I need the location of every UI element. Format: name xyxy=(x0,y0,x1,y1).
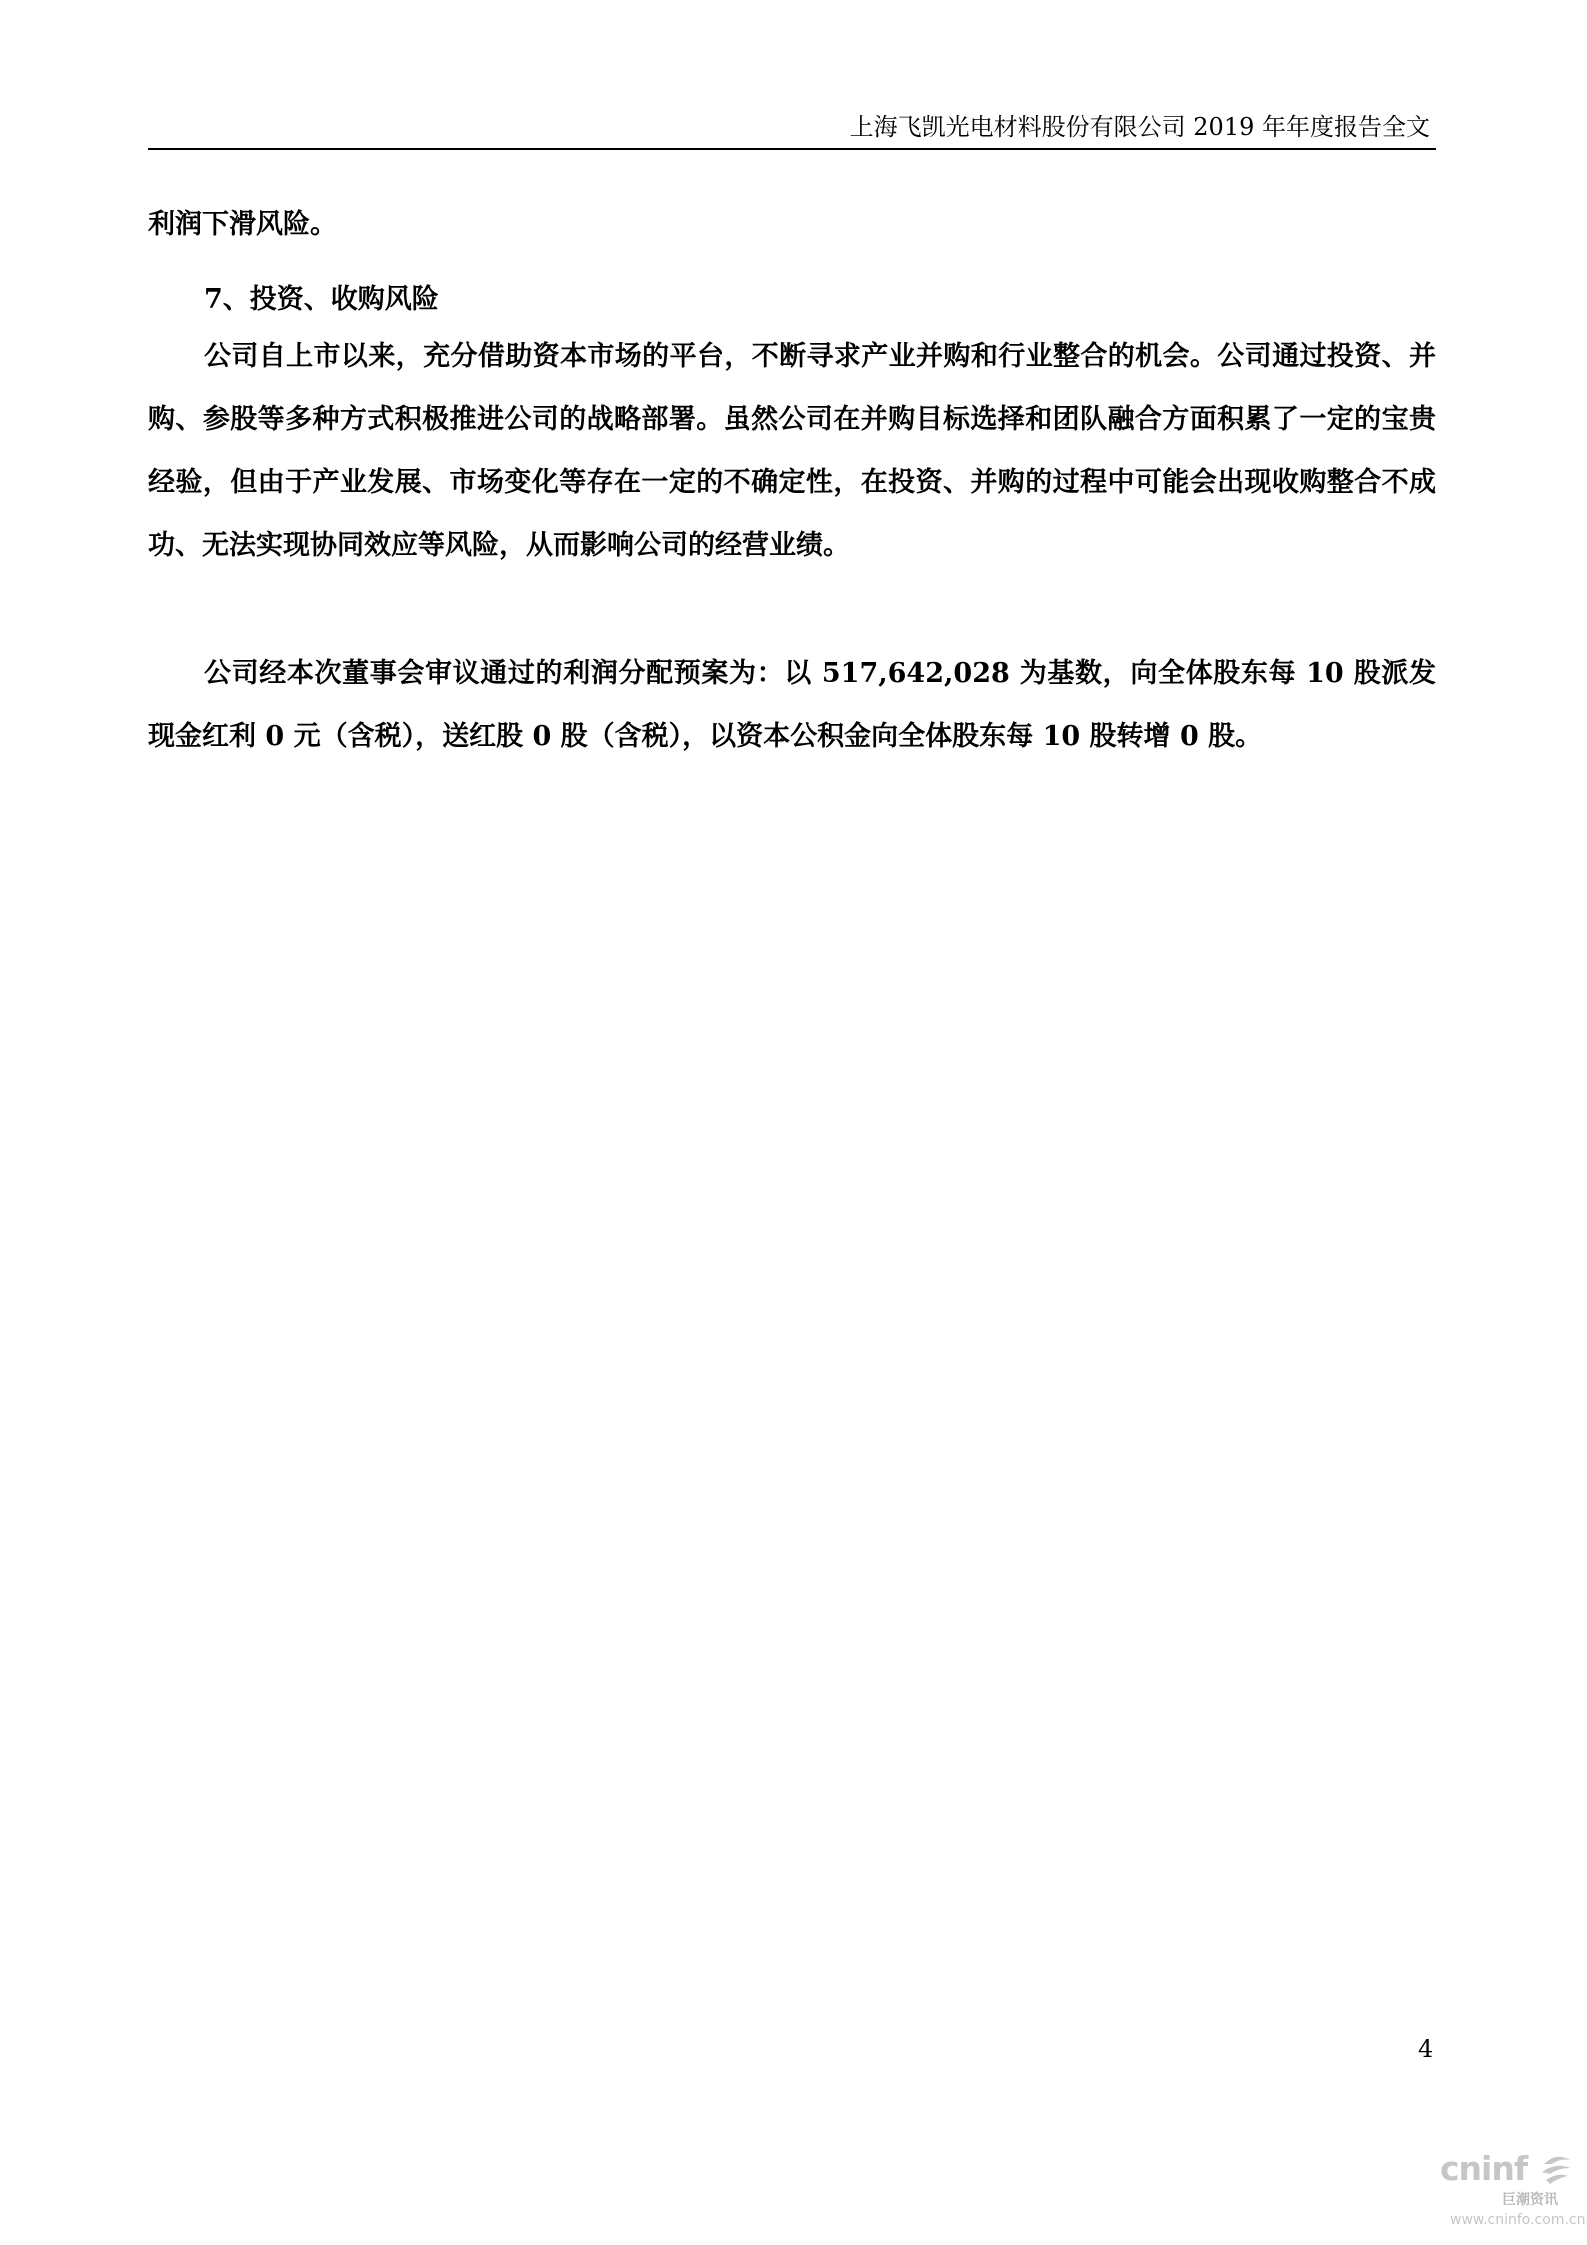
logo-cn-text: 巨潮资讯 xyxy=(1502,2192,1558,2208)
paragraph-text: 公司经本次董事会审议通过的利润分配预案为：以 517,642,028 为基数，向全体股东每 10 股派发现金红利 0 元（含税），送红股 0 股（含税），以资本公积金向全体股东每 10 股转增 0 股。 xyxy=(148,658,1436,752)
page-number: 4 xyxy=(1418,2035,1434,2063)
paragraph-3 xyxy=(148,325,1436,577)
logo-brand-text: cninf xyxy=(1440,2149,1528,2188)
paragraph-1 xyxy=(148,193,1436,256)
profit-distribution-paragraph xyxy=(148,642,1436,768)
cninfo-swirl-icon xyxy=(1538,2150,1574,2186)
header-title: 上海飞凯光电材料股份有限公司 2019 年年度报告全文 xyxy=(849,113,1430,141)
section-heading xyxy=(148,268,1436,331)
section-heading-text: 7、投资、收购风险 xyxy=(204,284,439,315)
paragraph-text: 利润下滑风险。 xyxy=(148,209,337,240)
page-header xyxy=(148,108,1436,150)
logo-url-text: www.cninfo.com.cn xyxy=(1450,2212,1586,2228)
paragraph-text: 公司自上市以来，充分借助资本市场的平台，不断寻求产业并购和行业整合的机会。公司通过投资、并购、参股等多种方式积极推进公司的战略部署。虽然公司在并购目标选择和团队融合方面积累了一定的宝贵经验，但由于产业发展、市场变化等存在一定的不确定性，在投资、并购的过程中可能会出现收购整合不成功、无法实现协同效应等风险，从而影响公司的经营业绩。 xyxy=(148,341,1436,561)
cninfo-watermark-logo xyxy=(1410,2149,1586,2235)
